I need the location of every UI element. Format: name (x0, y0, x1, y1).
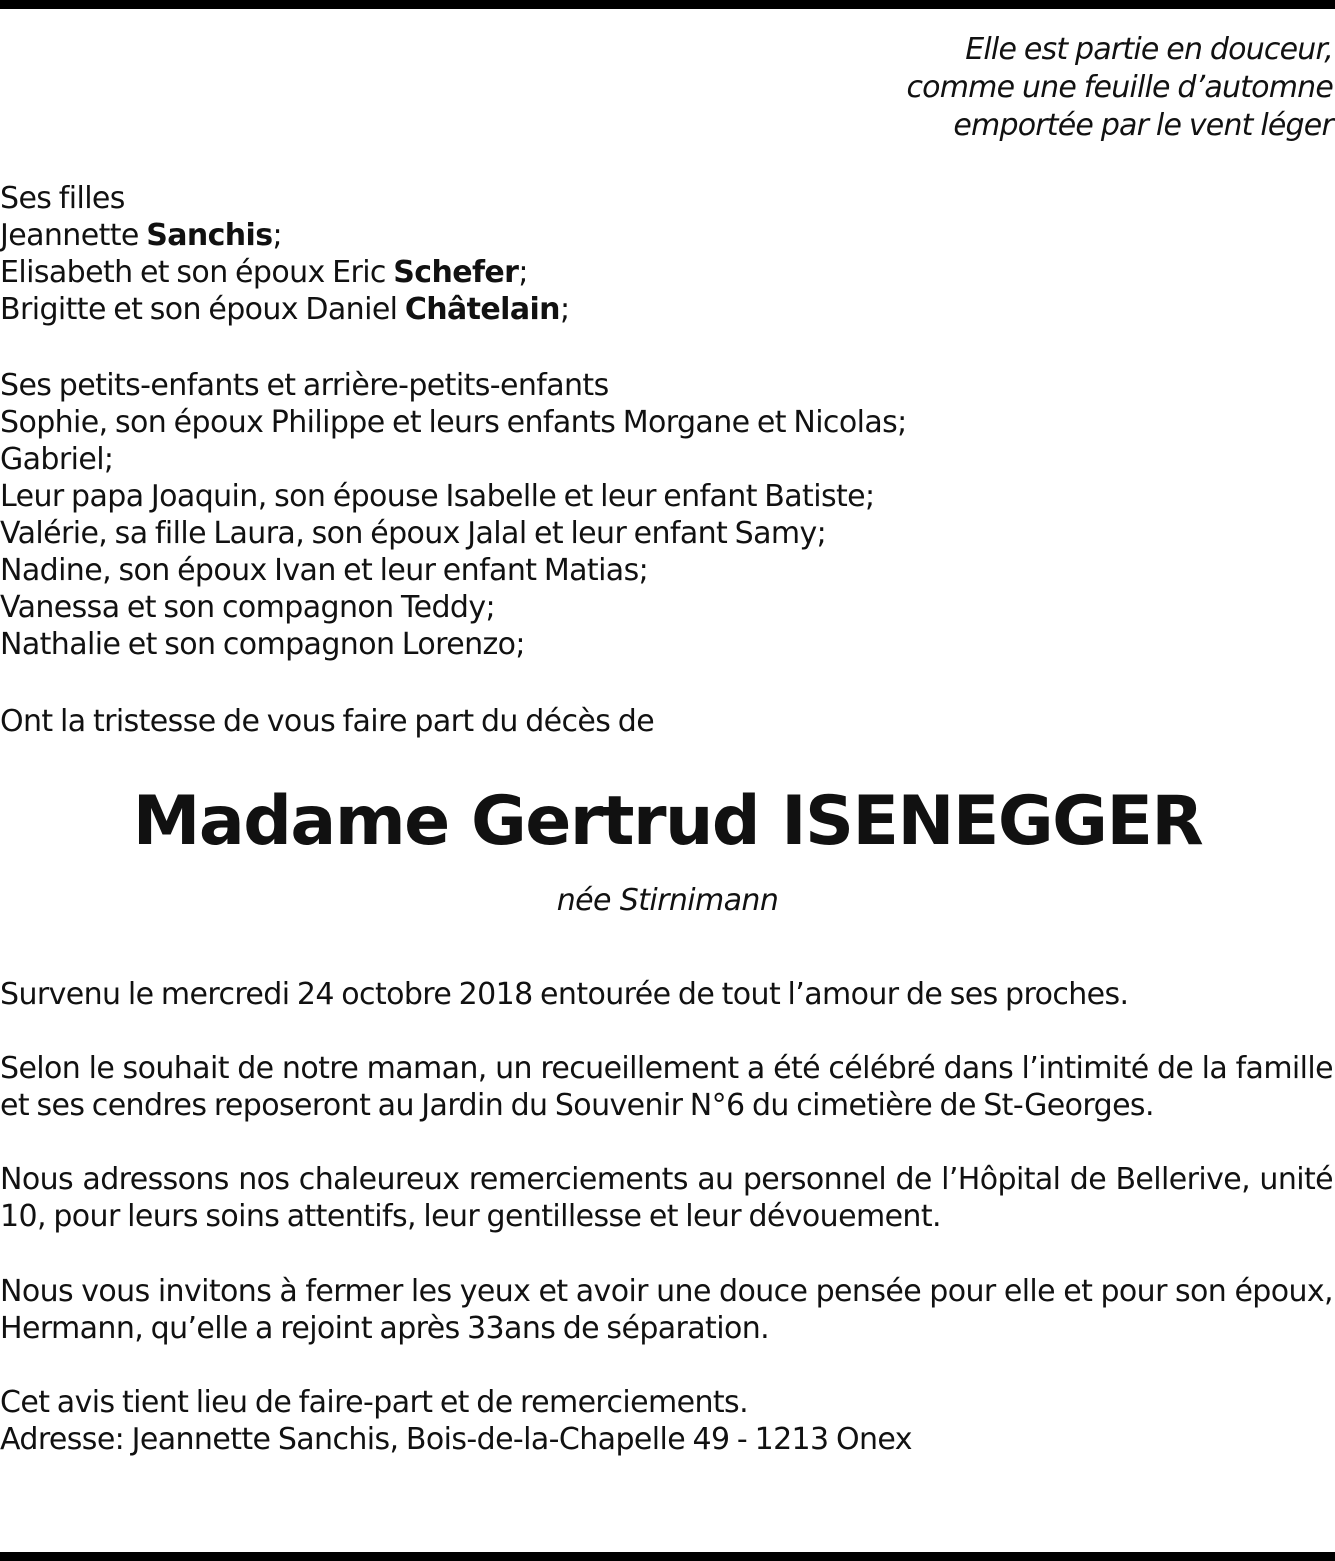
ceremony-paragraph: Selon le souhait de notre maman, un recueillement a été célébré dans l’intimité de la famille et ses cendres reposeront au Jardin du Souvenir N°6 du cimetière de St-Georges. (0, 1051, 1333, 1123)
line-end: ; (272, 218, 283, 253)
invitation-paragraph: Nous vous invitons à fermer les yeux et avoir une douce pensée pour elle et pour son époux, Hermann, qu’elle a rejoint après 33ans de séparation. (0, 1274, 1333, 1346)
grandchildren-heading: Ses petits-enfants et arrière-petits-enfants (0, 368, 609, 403)
notice-paragraph: Cet avis tient lieu de faire-part et de remerciements. (0, 1385, 749, 1420)
address-paragraph: Adresse: Jeannette Sanchis, Bois-de-la-Chapelle 49 - 1213 Onex (0, 1422, 912, 1457)
daughter-surname: Schefer (393, 255, 519, 290)
top-border-rule (0, 0, 1335, 9)
thanks-paragraph: Nous adressons nos chaleureux remerciements au personnel de l’Hôpital de Bellerive, unité 10, pour leurs soins attentifs, leur gentillesse et leur dévouement. (0, 1162, 1333, 1234)
daughter-surname: Châtelain (404, 292, 560, 327)
daughters-list (0, 180, 1333, 328)
grandchild-line: Sophie, son époux Philippe et leurs enfants Morgane et Nicolas; (0, 405, 907, 440)
daughter-surname: Sanchis (146, 218, 273, 253)
death-paragraph: Survenu le mercredi 24 octobre 2018 entourée de tout l’amour de ses proches. (0, 977, 1129, 1012)
epigraph-line: emportée par le vent léger (953, 108, 1333, 143)
daughter-line (0, 291, 1333, 328)
grandchild-line: Vanessa et son compagnon Teddy; (0, 590, 496, 625)
daughters-heading: Ses filles (0, 181, 125, 216)
grandchild-line: Leur papa Joaquin, son épouse Isabelle et leur enfant Batiste; (0, 479, 875, 514)
epigraph-line: comme une feuille d’automne (906, 70, 1333, 105)
daughter-line (0, 254, 1333, 291)
announcement-intro (0, 703, 1333, 740)
line-end: ; (559, 292, 570, 327)
epigraph-line: Elle est partie en douceur, (965, 32, 1333, 67)
line-end: ; (518, 255, 528, 290)
daughter-line (0, 217, 1333, 254)
grandchild-line: Nadine, son époux Ivan et leur enfant Matias; (0, 553, 649, 588)
daughter-given-name: Elisabeth et son époux Eric (0, 255, 394, 290)
daughter-given-name: Brigitte et son époux Daniel (0, 292, 405, 327)
daughter-given-name: Jeannette (0, 218, 147, 253)
grandchild-line: Gabriel; (0, 442, 114, 477)
intro-line: Ont la tristesse de vous faire part du décès de (0, 704, 655, 739)
epigraph-poem (906, 31, 1333, 145)
deceased-name: Madame Gertrud ISENEGGER (132, 782, 1203, 861)
grandchild-line: Valérie, sa fille Laura, son époux Jalal et leur enfant Samy; (0, 516, 827, 551)
grandchildren-list (0, 367, 1333, 663)
grandchild-line: Nathalie et son compagnon Lorenzo; (0, 627, 525, 662)
bottom-border-rule (0, 1552, 1335, 1561)
maiden-name: née Stirnimann (556, 883, 779, 918)
